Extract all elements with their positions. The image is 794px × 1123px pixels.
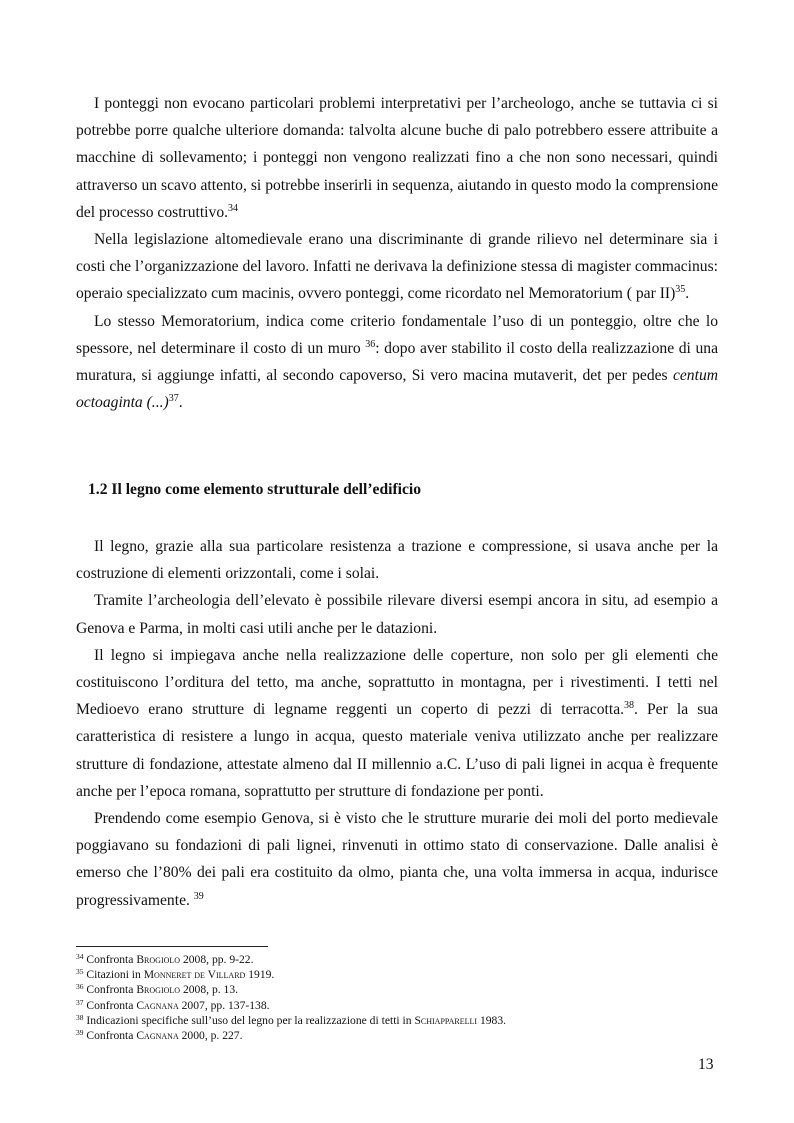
section-heading: 1.2 Il legno come elemento strutturale dell’edificio: [88, 481, 422, 498]
body-text-bottom: [76, 533, 718, 914]
footnote: $^{38}$ Indicazioni specifiche sull’uso del legno per la realizzazione di tetti in Schiapparelli 1983.: [76, 1012, 507, 1027]
footnote-ref[interactable]: 37: [168, 393, 179, 405]
paragraph: Nella legislazione altomedievale erano una discriminante di grande rilievo nel determinare sia i costi che l’organizzazione del lavoro. Infatti ne derivava la definizione stessa di magister commacinus: operaio specializzato cum macinis, ovvero ponteggi, come ricordato nel Memoratorium ( par II)$^{35}$.: [76, 231, 718, 303]
footnote-ref[interactable]: 34: [228, 202, 239, 214]
footnote-ref[interactable]: 38: [624, 700, 635, 712]
footnote-ref[interactable]: 36: [365, 338, 376, 350]
footnotes: [76, 952, 736, 1043]
page-number: 13: [698, 1056, 714, 1073]
paragraph: Il legno si impiegava anche nella realizzazione delle coperture, non solo per gli elementi che costituiscono l’orditura del tetto, ma anche, soprattutto in montagna, per i rivestimenti. I tetti nel Medioevo erano strutture di legname reggenti un coperto di pezzi di terracotta.$^{38}$. Per la sua caratteristica di resistere a lungo in acqua, questo materiale veniva utilizzato anche per realizzare strutture di fondazione, attestate almeno dal II millennio a.C. L’uso di pali lignei in acqua è frequente anche per l’epoca romana, soprattutto per strutture di fondazione per ponti.: [76, 646, 719, 800]
body-text-top: [76, 90, 718, 416]
footnote-ref[interactable]: 35: [675, 284, 686, 296]
paragraph: Prendendo come esempio Genova, si è visto che le strutture murarie dei moli del porto medievale poggiavano su fondazioni di pali lignei, rinvenuti in ottimo stato di conservazione. Dalle analisi è emerso che l’80% dei pali era costituito da olmo, pianta che, una volta immersa in acqua, indurisce progressivamente. $^{39}$: [76, 810, 718, 909]
paragraph: Lo stesso Memoratorium, indica come criterio fondamentale l’uso di un ponteggio, oltre che lo spessore, nel determinare il costo di un muro $^{36}$: dopo aver stabilito il costo della realizzazione di una muratura, si aggiunge infatti, al secondo capoverso, Si vero macina mutaverit, det per pedes centum octoaginta (...)$^{37}$.: [76, 312, 718, 412]
footnote: $^{35}$ Citazioni in Monneret de Villard 1919.: [76, 967, 275, 982]
footnote: $^{36}$ Confronta Brogiolo 2008, p. 13.: [76, 982, 239, 997]
paragraph: Il legno, grazie alla sua particolare resistenza a trazione e compressione, si usava anche per la costruzione di elementi orizzontali, come i solai.: [76, 538, 718, 583]
footnote: $^{34}$ Confronta Brogiolo 2008, pp. 9-22.: [76, 952, 254, 966]
footnote-separator: [76, 946, 268, 947]
footnote: $^{39}$ Confronta Cagnana 2000, p. 227.: [76, 1028, 243, 1043]
paragraph: Tramite l’archeologia dell’elevato è possibile rilevare diversi esempi ancora in situ, ad esempio a Genova e Parma, in molti casi utili anche per le datazioni.: [76, 592, 718, 637]
footnote-ref[interactable]: 39: [193, 890, 204, 902]
paragraph: I ponteggi non evocano particolari problemi interpretativi per l’archeologo, anche se tuttavia ci si potrebbe porre qualche ulteriore domanda: talvolta alcune buche di palo potrebbero essere attribuite a macchine di sollevamento; i ponteggi non vengono realizzati fino a che non sono necessari, quindi attraverso un scavo attento, si potrebbe inserirli in sequenza, aiutando in questo modo la comprensione del processo costruttivo.$^{34}$: [76, 95, 718, 221]
footnote: $^{37}$ Confronta Cagnana 2007, pp. 137-138.: [76, 997, 270, 1012]
latin-quote: centum octoaginta (...): [76, 367, 718, 412]
